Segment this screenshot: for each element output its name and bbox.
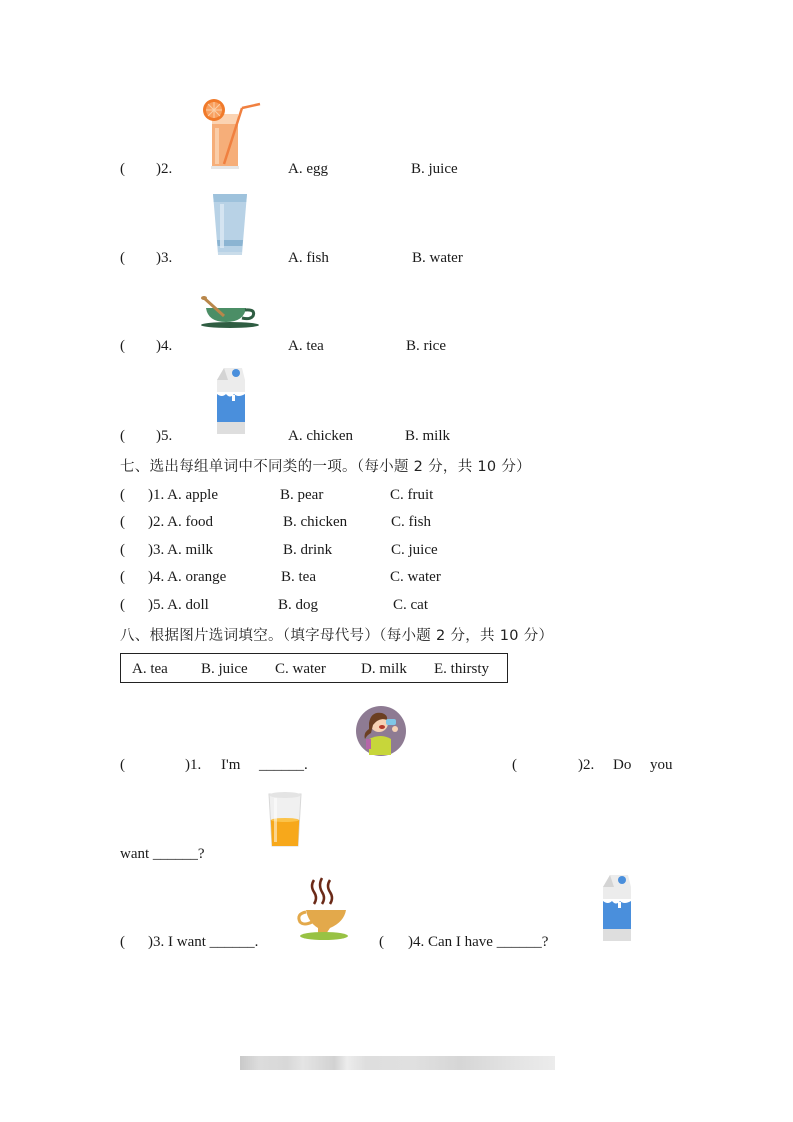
question-number: )3. [156,250,173,266]
question-number: )1. [185,757,202,773]
section7-title: 七、选出每组单词中不同类的一项。（每小题 2 分，共 10 分） [120,459,531,475]
answer-paren[interactable]: ( [120,514,125,530]
option-a: A. tea [288,338,324,354]
question-number: )4. [156,338,173,354]
option-c: C. fruit [390,487,434,503]
option-c: C. fish [391,514,432,530]
water-glass-icon [211,190,249,258]
question-text: Do [613,757,632,773]
question-option-a: )5. A. doll [148,597,209,613]
word-bank-box [120,653,508,683]
word-bank-item: D. milk [361,661,407,677]
word-bank-item: B. juice [201,661,248,677]
question-option-a: )2. A. food [148,514,213,530]
answer-paren[interactable]: ( [120,338,125,354]
orange-juice-glass-icon [198,98,264,172]
answer-paren[interactable]: ( [120,161,125,177]
option-b: B. dog [278,597,319,613]
answer-paren[interactable]: ( [379,934,384,950]
answer-paren[interactable]: ( [120,597,125,613]
option-a: A. egg [288,161,328,177]
option-b: B. tea [281,569,316,585]
answer-blank[interactable]: ______. [259,757,308,773]
answer-paren[interactable]: ( [120,428,125,444]
option-c: C. water [390,569,441,585]
word-bank-item: E. thirsty [434,661,489,677]
question-number: )5. [156,428,173,444]
answer-paren[interactable]: ( [120,542,125,558]
redacted-footer [240,1056,555,1070]
answer-paren[interactable]: ( [120,569,125,585]
option-b: B. pear [280,487,324,503]
milk-carton-icon [214,366,248,436]
juice-glass-icon [266,790,304,850]
answer-paren[interactable]: ( [512,757,517,773]
question-option-a: )4. A. orange [148,569,227,585]
question-text-continued: want ______? [120,846,205,862]
question-text: )4. Can I have ______? [408,934,549,950]
milk-carton-icon [600,873,634,943]
option-c: C. cat [393,597,428,613]
answer-paren[interactable]: ( [120,250,125,266]
section8-title: 八、根据图片选词填空。（填字母代号）（每小题 2 分，共 10 分） [120,628,554,644]
question-number: )2. [156,161,173,177]
answer-paren[interactable]: ( [120,487,125,503]
question-option-a: )1. A. apple [148,487,218,503]
question-number: )2. [578,757,595,773]
option-b: B. rice [406,338,446,354]
question-option-a: )3. A. milk [148,542,214,558]
option-b: B. chicken [283,514,348,530]
option-b: B. water [412,250,463,266]
option-b: B. juice [411,161,458,177]
option-a: A. fish [288,250,329,266]
option-c: C. juice [391,542,438,558]
girl-drinking-icon [355,705,407,757]
question-text: you [650,757,673,773]
question-text: I'm [221,757,241,773]
option-a: A. chicken [288,428,353,444]
question-text: )3. I want ______. [148,934,259,950]
word-bank-item: A. tea [132,661,168,677]
option-b: B. drink [283,542,333,558]
answer-paren[interactable]: ( [120,934,125,950]
hot-tea-cup-icon [296,876,352,942]
option-b: B. milk [405,428,451,444]
answer-paren[interactable]: ( [120,757,125,773]
tea-cup-icon [198,296,262,330]
word-bank-item: C. water [275,661,326,677]
